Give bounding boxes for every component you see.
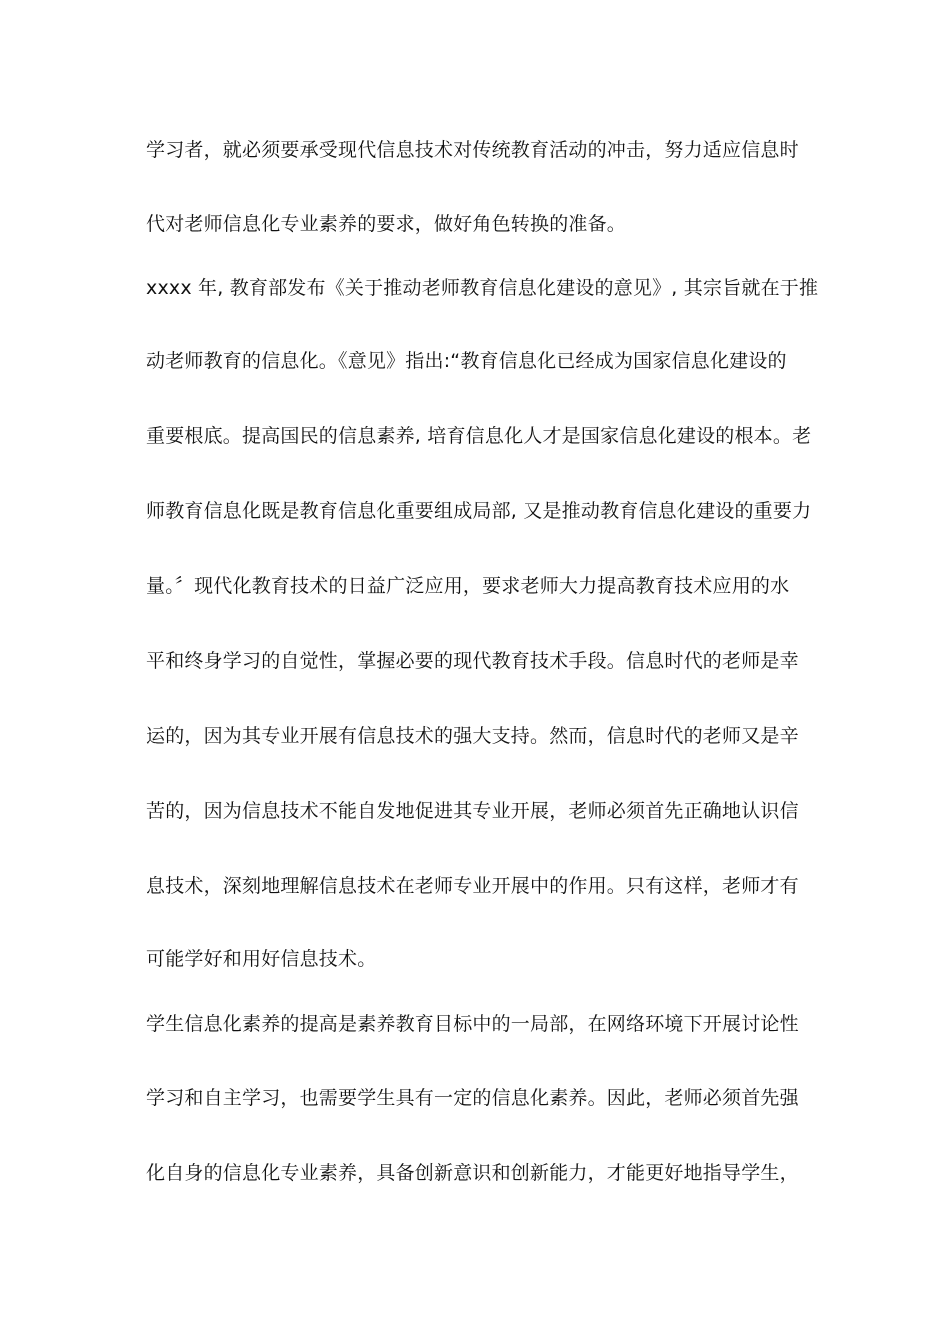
text-line-9: 运的，因为其专业开展有信息技术的强大支持。然而，信息时代的老师又是辛 xyxy=(146,725,799,747)
text-line-1: 学习者，就必须要承受现代信息技术对传统教育活动的冲击，努力适应信息时 xyxy=(146,139,799,161)
text-line-15: 化自身的信息化专业素养，具备创新意识和创新能力，才能更好地指导学生， xyxy=(146,1162,799,1184)
text-line-3: xxxx 年, 教育部发布《关于推动老师教育信息化建设的意见》, 其宗旨就在于推 xyxy=(146,277,819,299)
text-line-8: 平和终身学习的自觉性，掌握必要的现代教育技术手段。信息时代的老师是幸 xyxy=(146,650,799,672)
text-line-12: 可能学好和用好信息技术。 xyxy=(146,948,377,970)
text-line-2: 代对老师信息化专业素养的要求，做好角色转换的准备。 xyxy=(146,213,627,235)
text-line-5: 重要根底。提高国民的信息素养, 培育信息化人才是国家信息化建设的根本。老 xyxy=(146,425,812,447)
text-line-6: 师教育信息化既是教育信息化重要组成局部, 又是推动教育信息化建设的重要力 xyxy=(146,500,812,522)
text-line-14: 学习和自主学习，也需要学生具有一定的信息化素养。因此，老师必须首先强 xyxy=(146,1087,799,1109)
text-line-7: 量。〞现代化教育技术的日益广泛应用，要求老师大力提高教育技术应用的水 xyxy=(146,575,790,597)
text-line-11: 息技术，深刻地理解信息技术在老师专业开展中的作用。只有这样，老师才有 xyxy=(146,875,799,897)
text-line-10: 苦的，因为信息技术不能自发地促进其专业开展，老师必须首先正确地认识信 xyxy=(146,800,799,822)
text-line-4: 动老师教育的信息化。《意见》指出:“教育信息化已经成为国家信息化建设的 xyxy=(146,350,787,372)
text-line-13: 学生信息化素养的提高是素养教育目标中的一局部，在网络环境下开展讨论性 xyxy=(146,1013,799,1035)
